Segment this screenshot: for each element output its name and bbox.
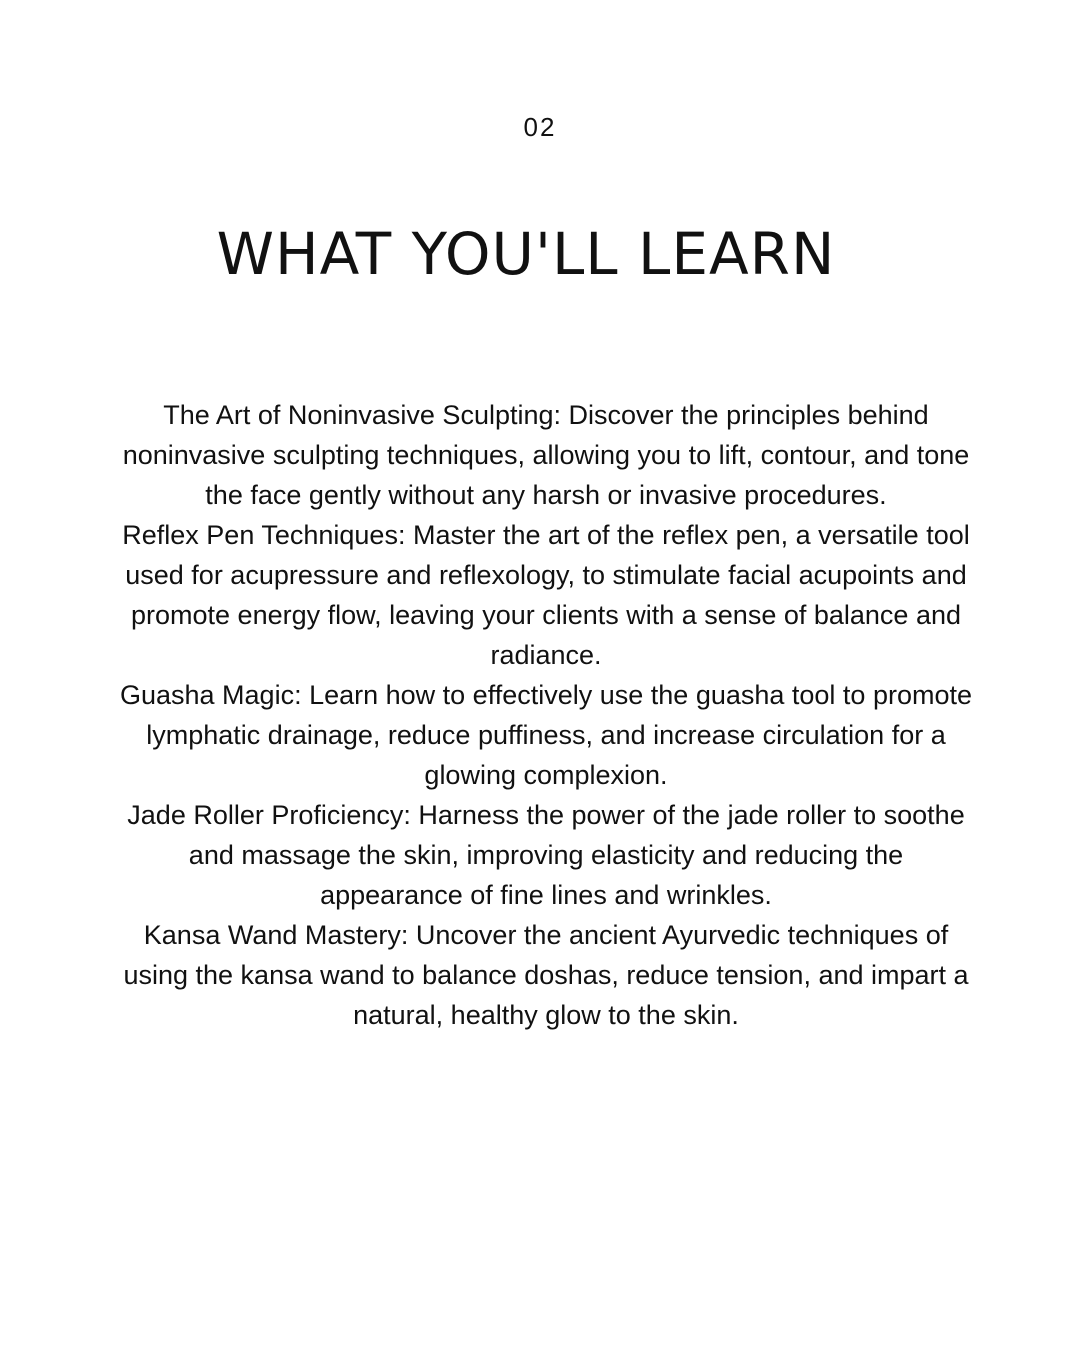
page-title: WHAT YOU'LL LEARN [216, 220, 836, 288]
learning-item-kansa-wand: Kansa Wand Mastery: Uncover the ancient Ayurvedic techniques of using the kansa wand to balance doshas, reduce tension, and impart a natural, healthy glow to the skin. [123, 920, 969, 1030]
learning-item-jade-roller: Jade Roller Proficiency: Harness the power of the jade roller to soothe and massage the skin, improving elasticity and reducing the appearance of fine lines and wrinkles. [127, 800, 965, 910]
page-number: 02 [523, 112, 557, 142]
learning-item-noninvasive-sculpting: The Art of Noninvasive Sculpting: Discover the principles behind noninvasive sculpting techniques, allowing you to lift, contour, and tone the face gently without any harsh or invasive procedures. [122, 400, 970, 510]
learning-item-guasha: Guasha Magic: Learn how to effectively use the guasha tool to promote lymphatic drainage, reduce puffiness, and increase circulation for a glowing complexion. [119, 680, 973, 790]
learning-list [115, 395, 977, 1035]
learning-item-reflex-pen: Reflex Pen Techniques: Master the art of the reflex pen, a versatile tool used for acupressure and reflexology, to stimulate facial acupoints and promote energy flow, leaving your clients with a sense of balance and radiance. [122, 520, 970, 670]
